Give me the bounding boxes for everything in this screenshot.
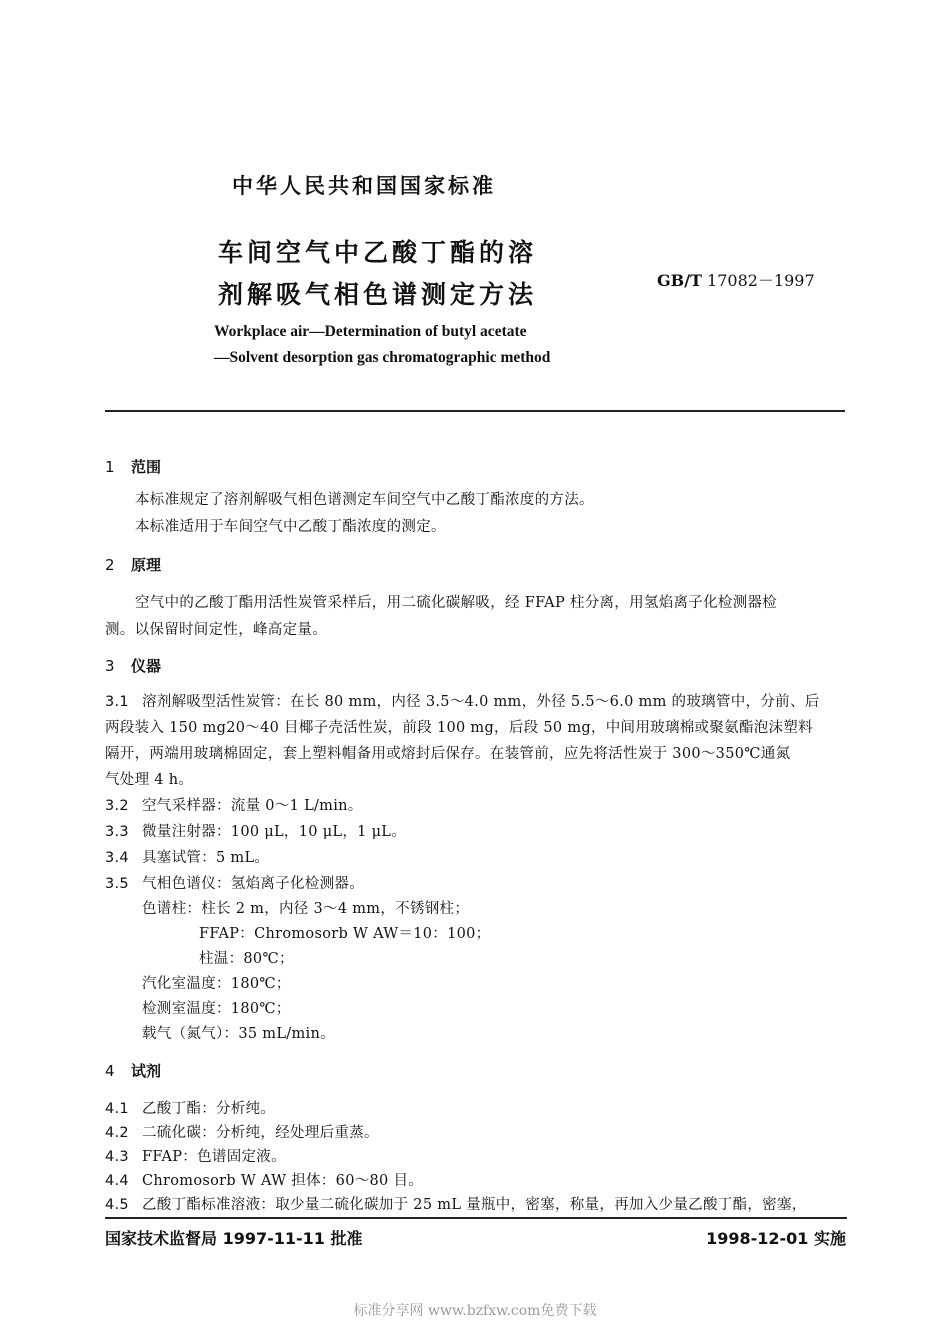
vaporizer-temperature: 汽化室温度：180℃； — [142, 976, 291, 992]
item-number: 3.5 — [105, 876, 129, 892]
section-1-paragraph-1: 本标准规定了溶剂解吸气相色谱测定车间空气中乙酸丁酯浓度的方法。 — [135, 492, 594, 508]
section-3-heading — [105, 655, 161, 676]
section-4-heading — [105, 1060, 161, 1081]
item-text: 乙酸丁酯标准溶液：取少量二硫化碳加于 25 mL 量瓶中，密塞，称量，再加入少量乙酸丁酯，密塞， — [142, 1197, 807, 1213]
item-3-2 — [105, 794, 363, 815]
item-3-1-line-3: 隔开，两端用玻璃棉固定，套上塑料帽备用或熔封后保存。在装管前，应先将活性炭于 300～350℃通氮 — [105, 746, 791, 762]
english-title-line-2: —Solvent desorption gas chromatographic method — [214, 349, 551, 366]
standard-number: 17082－1997 — [707, 271, 815, 290]
item-text: 乙酸丁酯：分析纯。 — [142, 1101, 276, 1117]
item-number: 3.2 — [105, 798, 129, 814]
column-spec-line-1: 色谱柱：柱长 2 m，内径 3～4 mm，不锈钢柱； — [142, 901, 470, 917]
section-number: 4 — [105, 1062, 115, 1080]
item-text: Chromosorb W AW 担体：60～80 目。 — [142, 1173, 424, 1189]
item-number: 4.2 — [105, 1125, 129, 1141]
item-text: 二硫化碳：分析纯，经处理后重蒸。 — [142, 1125, 379, 1141]
item-3-1-line-4: 气处理 4 h。 — [105, 772, 194, 788]
footer-divider — [105, 1217, 847, 1219]
item-4-3 — [105, 1145, 286, 1166]
section-title: 原理 — [131, 556, 162, 574]
column-spec-line-3: 柱温：80℃； — [199, 951, 294, 967]
standard-code — [657, 268, 815, 291]
item-number: 3.1 — [105, 694, 129, 710]
item-text: 气相色谱仪：氢焰离子化检测器。 — [142, 876, 364, 892]
item-4-5 — [105, 1193, 807, 1214]
detector-temperature: 检测室温度：180℃； — [142, 1001, 291, 1017]
item-number: 4.3 — [105, 1149, 129, 1165]
item-number: 3.3 — [105, 824, 129, 840]
item-text: 溶剂解吸型活性炭管：在长 80 mm，内径 3.5～4.0 mm，外径 5.5～6.0 mm 的玻璃管中，分前、后 — [142, 694, 820, 710]
item-text: 微量注射器：100 μL，10 μL，1 μL。 — [142, 824, 407, 840]
item-text: 空气采样器：流量 0～1 L/min。 — [142, 798, 363, 814]
item-3-3 — [105, 820, 406, 841]
section-1-paragraph-2: 本标准适用于车间空气中乙酸丁酯浓度的测定。 — [135, 519, 446, 535]
section-2-paragraph-line-1: 空气中的乙酸丁酯用活性炭管采样后，用二硫化碳解吸，经 FFAP 柱分离，用氢焰离子化检测器检 — [135, 595, 778, 611]
section-2-paragraph-line-2: 测。以保留时间定性，峰高定量。 — [105, 622, 327, 638]
english-title-line-1: Workplace air—Determination of butyl acetate — [214, 323, 527, 340]
section-number: 1 — [105, 458, 115, 476]
country-standard-title: 中华人民共和国国家标准 — [232, 174, 496, 198]
section-number: 2 — [105, 556, 115, 574]
watermark: 标准分享网 www.bzfxw.com免费下载 — [353, 1303, 597, 1319]
section-title: 范围 — [131, 458, 162, 476]
approval-info: 国家技术监督局 1997-11-11 批准 — [105, 1229, 363, 1248]
chinese-title-line-2: 剂解吸气相色谱测定方法 — [218, 280, 538, 309]
item-4-1 — [105, 1097, 275, 1118]
item-3-4 — [105, 846, 269, 867]
section-1-heading — [105, 456, 161, 477]
carrier-gas: 载气（氮气）：35 mL/min。 — [142, 1026, 335, 1042]
column-spec-line-2: FFAP：Chromosorb W AW＝10：100； — [199, 926, 491, 942]
item-number: 3.4 — [105, 850, 129, 866]
item-3-1-line-1 — [105, 690, 820, 711]
item-number: 4.4 — [105, 1173, 129, 1189]
item-3-1-line-2: 两段装入 150 mg20～40 目椰子壳活性炭，前段 100 mg，后段 50 mg，中间用玻璃棉或聚氨酯泡沫塑料 — [105, 720, 813, 736]
section-number: 3 — [105, 657, 115, 675]
item-number: 4.1 — [105, 1101, 129, 1117]
effective-date: 1998-12-01 实施 — [706, 1229, 846, 1248]
item-text: 具塞试管：5 mL。 — [142, 850, 270, 866]
header-divider — [105, 410, 845, 412]
section-2-heading — [105, 554, 161, 575]
item-number: 4.5 — [105, 1197, 129, 1213]
section-title: 仪器 — [131, 657, 162, 675]
item-text: FFAP：色谱固定液。 — [142, 1149, 286, 1165]
item-4-4 — [105, 1169, 423, 1190]
item-3-5 — [105, 872, 364, 893]
standard-prefix: GB/T — [657, 271, 702, 290]
item-4-2 — [105, 1121, 379, 1142]
chinese-title-line-1: 车间空气中乙酸丁酯的溶 — [218, 238, 538, 267]
section-title: 试剂 — [131, 1062, 162, 1080]
